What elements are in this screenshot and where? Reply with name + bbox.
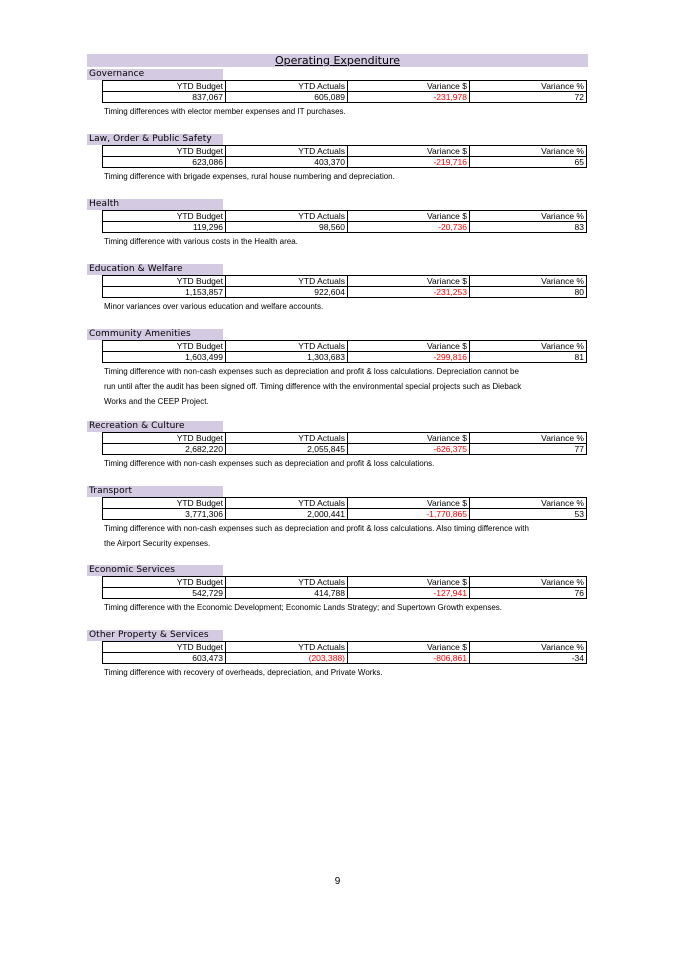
table-row — [103, 588, 587, 599]
header-variance-amount: Variance $ — [348, 81, 470, 92]
section-recreation-culture — [87, 421, 588, 471]
ytd-budget-value: 3,771,306 — [103, 509, 226, 520]
section-economic-services — [87, 565, 588, 615]
report-title-bar — [87, 54, 588, 67]
header-ytd-budget: YTD Budget — [103, 642, 226, 653]
table-row — [103, 222, 587, 233]
header-ytd-budget: YTD Budget — [103, 211, 226, 222]
section-other-property-services — [87, 630, 588, 680]
variance-percent-value: -34 — [470, 653, 587, 664]
header-ytd-actuals: YTD Actuals — [226, 81, 348, 92]
section-note — [104, 104, 574, 119]
header-ytd-actuals: YTD Actuals — [226, 146, 348, 157]
header-variance-amount: Variance $ — [348, 146, 470, 157]
variance-percent-value: 53 — [470, 509, 587, 520]
section-label: Economic Services — [87, 565, 223, 576]
note-line: Timing difference with recovery of overheads, depreciation, and Private Works. — [104, 668, 383, 677]
section-note — [104, 234, 574, 249]
table-header-row — [103, 341, 587, 352]
table-row — [103, 352, 587, 363]
section-law-order-public-safety — [87, 134, 588, 184]
section-community-amenities — [87, 329, 588, 409]
variance-amount-value: -231,253 — [348, 287, 470, 298]
table-header-row — [103, 276, 587, 287]
header-ytd-actuals: YTD Actuals — [226, 498, 348, 509]
ytd-actuals-value: 2,055,845 — [226, 444, 348, 455]
variance-amount-value: -626,375 — [348, 444, 470, 455]
header-variance-percent: Variance % — [470, 81, 587, 92]
ytd-budget-value: 603,473 — [103, 653, 226, 664]
ytd-actuals-value: 1,303,683 — [226, 352, 348, 363]
header-variance-amount: Variance $ — [348, 642, 470, 653]
header-variance-amount: Variance $ — [348, 577, 470, 588]
header-ytd-actuals: YTD Actuals — [226, 433, 348, 444]
header-variance-percent: Variance % — [470, 276, 587, 287]
variance-percent-value: 76 — [470, 588, 587, 599]
section-label: Governance — [87, 69, 223, 80]
variance-percent-value: 72 — [470, 92, 587, 103]
section-note — [104, 665, 574, 680]
header-variance-percent: Variance % — [470, 498, 587, 509]
section-note — [104, 364, 574, 409]
header-variance-percent: Variance % — [470, 211, 587, 222]
header-variance-amount: Variance $ — [348, 433, 470, 444]
header-variance-amount: Variance $ — [348, 276, 470, 287]
variance-percent-value: 81 — [470, 352, 587, 363]
ytd-budget-value: 837,067 — [103, 92, 226, 103]
section-note — [104, 600, 574, 615]
table-header-row — [103, 146, 587, 157]
report-title: Operating Expenditure — [274, 54, 401, 67]
section-transport — [87, 486, 588, 551]
note-line: Minor variances over various education and welfare accounts. — [104, 302, 324, 311]
note-line: the Airport Security expenses. — [104, 539, 211, 548]
header-variance-percent: Variance % — [470, 341, 587, 352]
section-label: Community Amenities — [87, 329, 223, 340]
ytd-budget-value: 542,729 — [103, 588, 226, 599]
header-ytd-actuals: YTD Actuals — [226, 211, 348, 222]
variance-percent-value: 65 — [470, 157, 587, 168]
ytd-actuals-value: 403,370 — [226, 157, 348, 168]
section-note — [104, 456, 574, 471]
variance-amount-value: -1,770,865 — [348, 509, 470, 520]
variance-table — [102, 340, 587, 363]
ytd-actuals-value: 605,089 — [226, 92, 348, 103]
variance-table — [102, 145, 587, 168]
header-ytd-budget: YTD Budget — [103, 276, 226, 287]
table-row — [103, 92, 587, 103]
note-line: Timing difference with non-cash expenses such as depreciation and profit & loss calculations. — [104, 459, 435, 468]
header-ytd-budget: YTD Budget — [103, 146, 226, 157]
table-header-row — [103, 498, 587, 509]
variance-table — [102, 432, 587, 455]
section-education-welfare — [87, 264, 588, 314]
section-note — [104, 299, 574, 314]
note-line: Timing difference with non-cash expenses such as depreciation and profit & loss calculations. Also timing difference with — [104, 524, 529, 533]
ytd-budget-value: 2,682,220 — [103, 444, 226, 455]
header-variance-percent: Variance % — [470, 577, 587, 588]
header-variance-amount: Variance $ — [348, 498, 470, 509]
note-line: Timing differences with elector member expenses and IT purchases. — [104, 107, 346, 116]
header-ytd-budget: YTD Budget — [103, 577, 226, 588]
header-ytd-actuals: YTD Actuals — [226, 341, 348, 352]
section-label: Recreation & Culture — [87, 421, 223, 432]
ytd-budget-value: 623,086 — [103, 157, 226, 168]
ytd-budget-value: 1,603,499 — [103, 352, 226, 363]
variance-table — [102, 497, 587, 520]
note-line: Timing difference with the Economic Development; Economic Lands Strategy; and Supertown Growth expenses. — [104, 603, 502, 612]
header-variance-percent: Variance % — [470, 433, 587, 444]
variance-amount-value: -127,941 — [348, 588, 470, 599]
ytd-budget-value: 119,296 — [103, 222, 226, 233]
ytd-actuals-value: 98,560 — [226, 222, 348, 233]
variance-table — [102, 275, 587, 298]
section-note — [104, 521, 574, 551]
header-ytd-budget: YTD Budget — [103, 433, 226, 444]
note-line: Timing difference with non-cash expenses such as depreciation and profit & loss calculations. Depreciation cannot be — [104, 367, 519, 376]
variance-percent-value: 83 — [470, 222, 587, 233]
header-ytd-budget: YTD Budget — [103, 498, 226, 509]
note-line: Timing difference with brigade expenses, rural house numbering and depreciation. — [104, 172, 395, 181]
section-note — [104, 169, 574, 184]
table-header-row — [103, 577, 587, 588]
variance-percent-value: 77 — [470, 444, 587, 455]
table-row — [103, 653, 587, 664]
section-health — [87, 199, 588, 249]
note-line: run until after the audit has been signed off. Timing difference with the environmental special projects such as Dieback — [104, 382, 522, 391]
header-ytd-budget: YTD Budget — [103, 341, 226, 352]
section-label: Law, Order & Public Safety — [87, 134, 223, 145]
ytd-actuals-value: 2,000,441 — [226, 509, 348, 520]
table-header-row — [103, 433, 587, 444]
section-governance — [87, 69, 588, 119]
ytd-actuals-value: (203,388) — [226, 653, 348, 664]
table-row — [103, 157, 587, 168]
section-label: Transport — [87, 486, 223, 497]
section-label: Health — [87, 199, 223, 210]
header-ytd-actuals: YTD Actuals — [226, 577, 348, 588]
variance-amount-value: -219,716 — [348, 157, 470, 168]
table-header-row — [103, 211, 587, 222]
section-label: Education & Welfare — [87, 264, 223, 275]
note-line: Works and the CEEP Project. — [104, 397, 209, 406]
header-variance-percent: Variance % — [470, 146, 587, 157]
variance-table — [102, 80, 587, 103]
variance-amount-value: -299,816 — [348, 352, 470, 363]
page-number: 9 — [334, 876, 341, 887]
ytd-actuals-value: 922,604 — [226, 287, 348, 298]
table-row — [103, 509, 587, 520]
variance-percent-value: 80 — [470, 287, 587, 298]
variance-table — [102, 210, 587, 233]
ytd-actuals-value: 414,788 — [226, 588, 348, 599]
table-header-row — [103, 642, 587, 653]
table-header-row — [103, 81, 587, 92]
header-ytd-actuals: YTD Actuals — [226, 642, 348, 653]
variance-table — [102, 576, 587, 599]
variance-amount-value: -231,978 — [348, 92, 470, 103]
table-row — [103, 287, 587, 298]
header-variance-amount: Variance $ — [348, 341, 470, 352]
variance-amount-value: -20,736 — [348, 222, 470, 233]
header-ytd-budget: YTD Budget — [103, 81, 226, 92]
variance-table — [102, 641, 587, 664]
section-label: Other Property & Services — [87, 630, 223, 641]
header-ytd-actuals: YTD Actuals — [226, 276, 348, 287]
note-line: Timing difference with various costs in the Health area. — [104, 237, 298, 246]
variance-amount-value: -806,861 — [348, 653, 470, 664]
header-variance-amount: Variance $ — [348, 211, 470, 222]
table-row — [103, 444, 587, 455]
ytd-budget-value: 1,153,857 — [103, 287, 226, 298]
header-variance-percent: Variance % — [470, 642, 587, 653]
